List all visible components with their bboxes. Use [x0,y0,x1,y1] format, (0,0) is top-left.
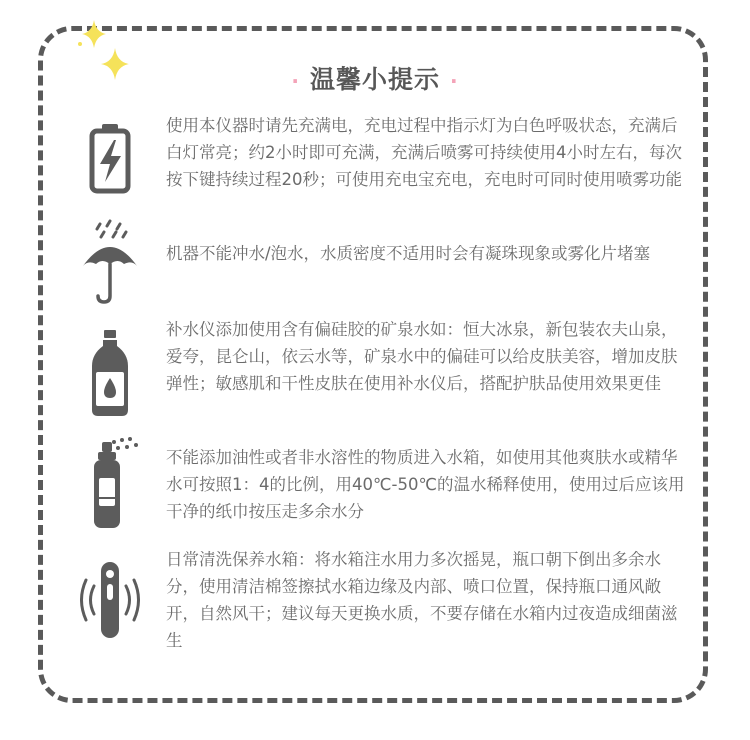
tip-text: 补水仪添加使用含有偏硅胶的矿泉水如：恒大冰泉，新包装农夫山泉，爱夸，昆仑山，依云水等，矿泉水中的偏硅可以给皮肤美容，增加皮肤弹性；敏感肌和干性皮肤在使用补水仪后，搭配护肤品使用效果更佳 [166,320,678,393]
device-vibrating-icon [80,560,140,648]
title-text: 温馨小提示 [309,65,440,94]
battery-charging-icon [80,122,140,198]
tip-text: 日常清洗保养水箱：将水箱注水用力多次摇晃，瓶口朝下倒出多余水分，使用清洁棉签擦拭水箱边缘及内部、喷口位置，保持瓶口通风敞开，自然风干；建议每天更换水质，不要存储在水箱内过夜造成细菌滋生 [166,550,678,650]
tip-text: 机器不能冲水/泡水，水质密度不适用时会有凝珠现象或雾化片堵塞 [166,244,651,263]
mineral-water-bottle-icon [80,330,140,422]
tip-text: 使用本仪器时请先充满电，充电过程中指示灯为白色呼吸状态，充满后白灯常亮；约2小时即可充满，充满后喷雾可持续使用4小时左右，每次按下键持续过程20秒；可使用充电宝充电，充电时可同时使用喷雾功能 [166,116,682,189]
spray-bottle-icon [80,436,140,536]
page-title [0,60,750,96]
title-dot-right: · [450,69,459,93]
umbrella-rain-icon [80,218,140,312]
tip-text: 不能添加油性或者非水溶性的物质进入水箱，如使用其他爽肤水或精华水可按照1：4的比例，用40℃-50℃的温水稀释使用，使用过后应该用干净的纸巾按压走多余水分 [166,448,685,521]
title-dot-left: · [291,69,300,93]
